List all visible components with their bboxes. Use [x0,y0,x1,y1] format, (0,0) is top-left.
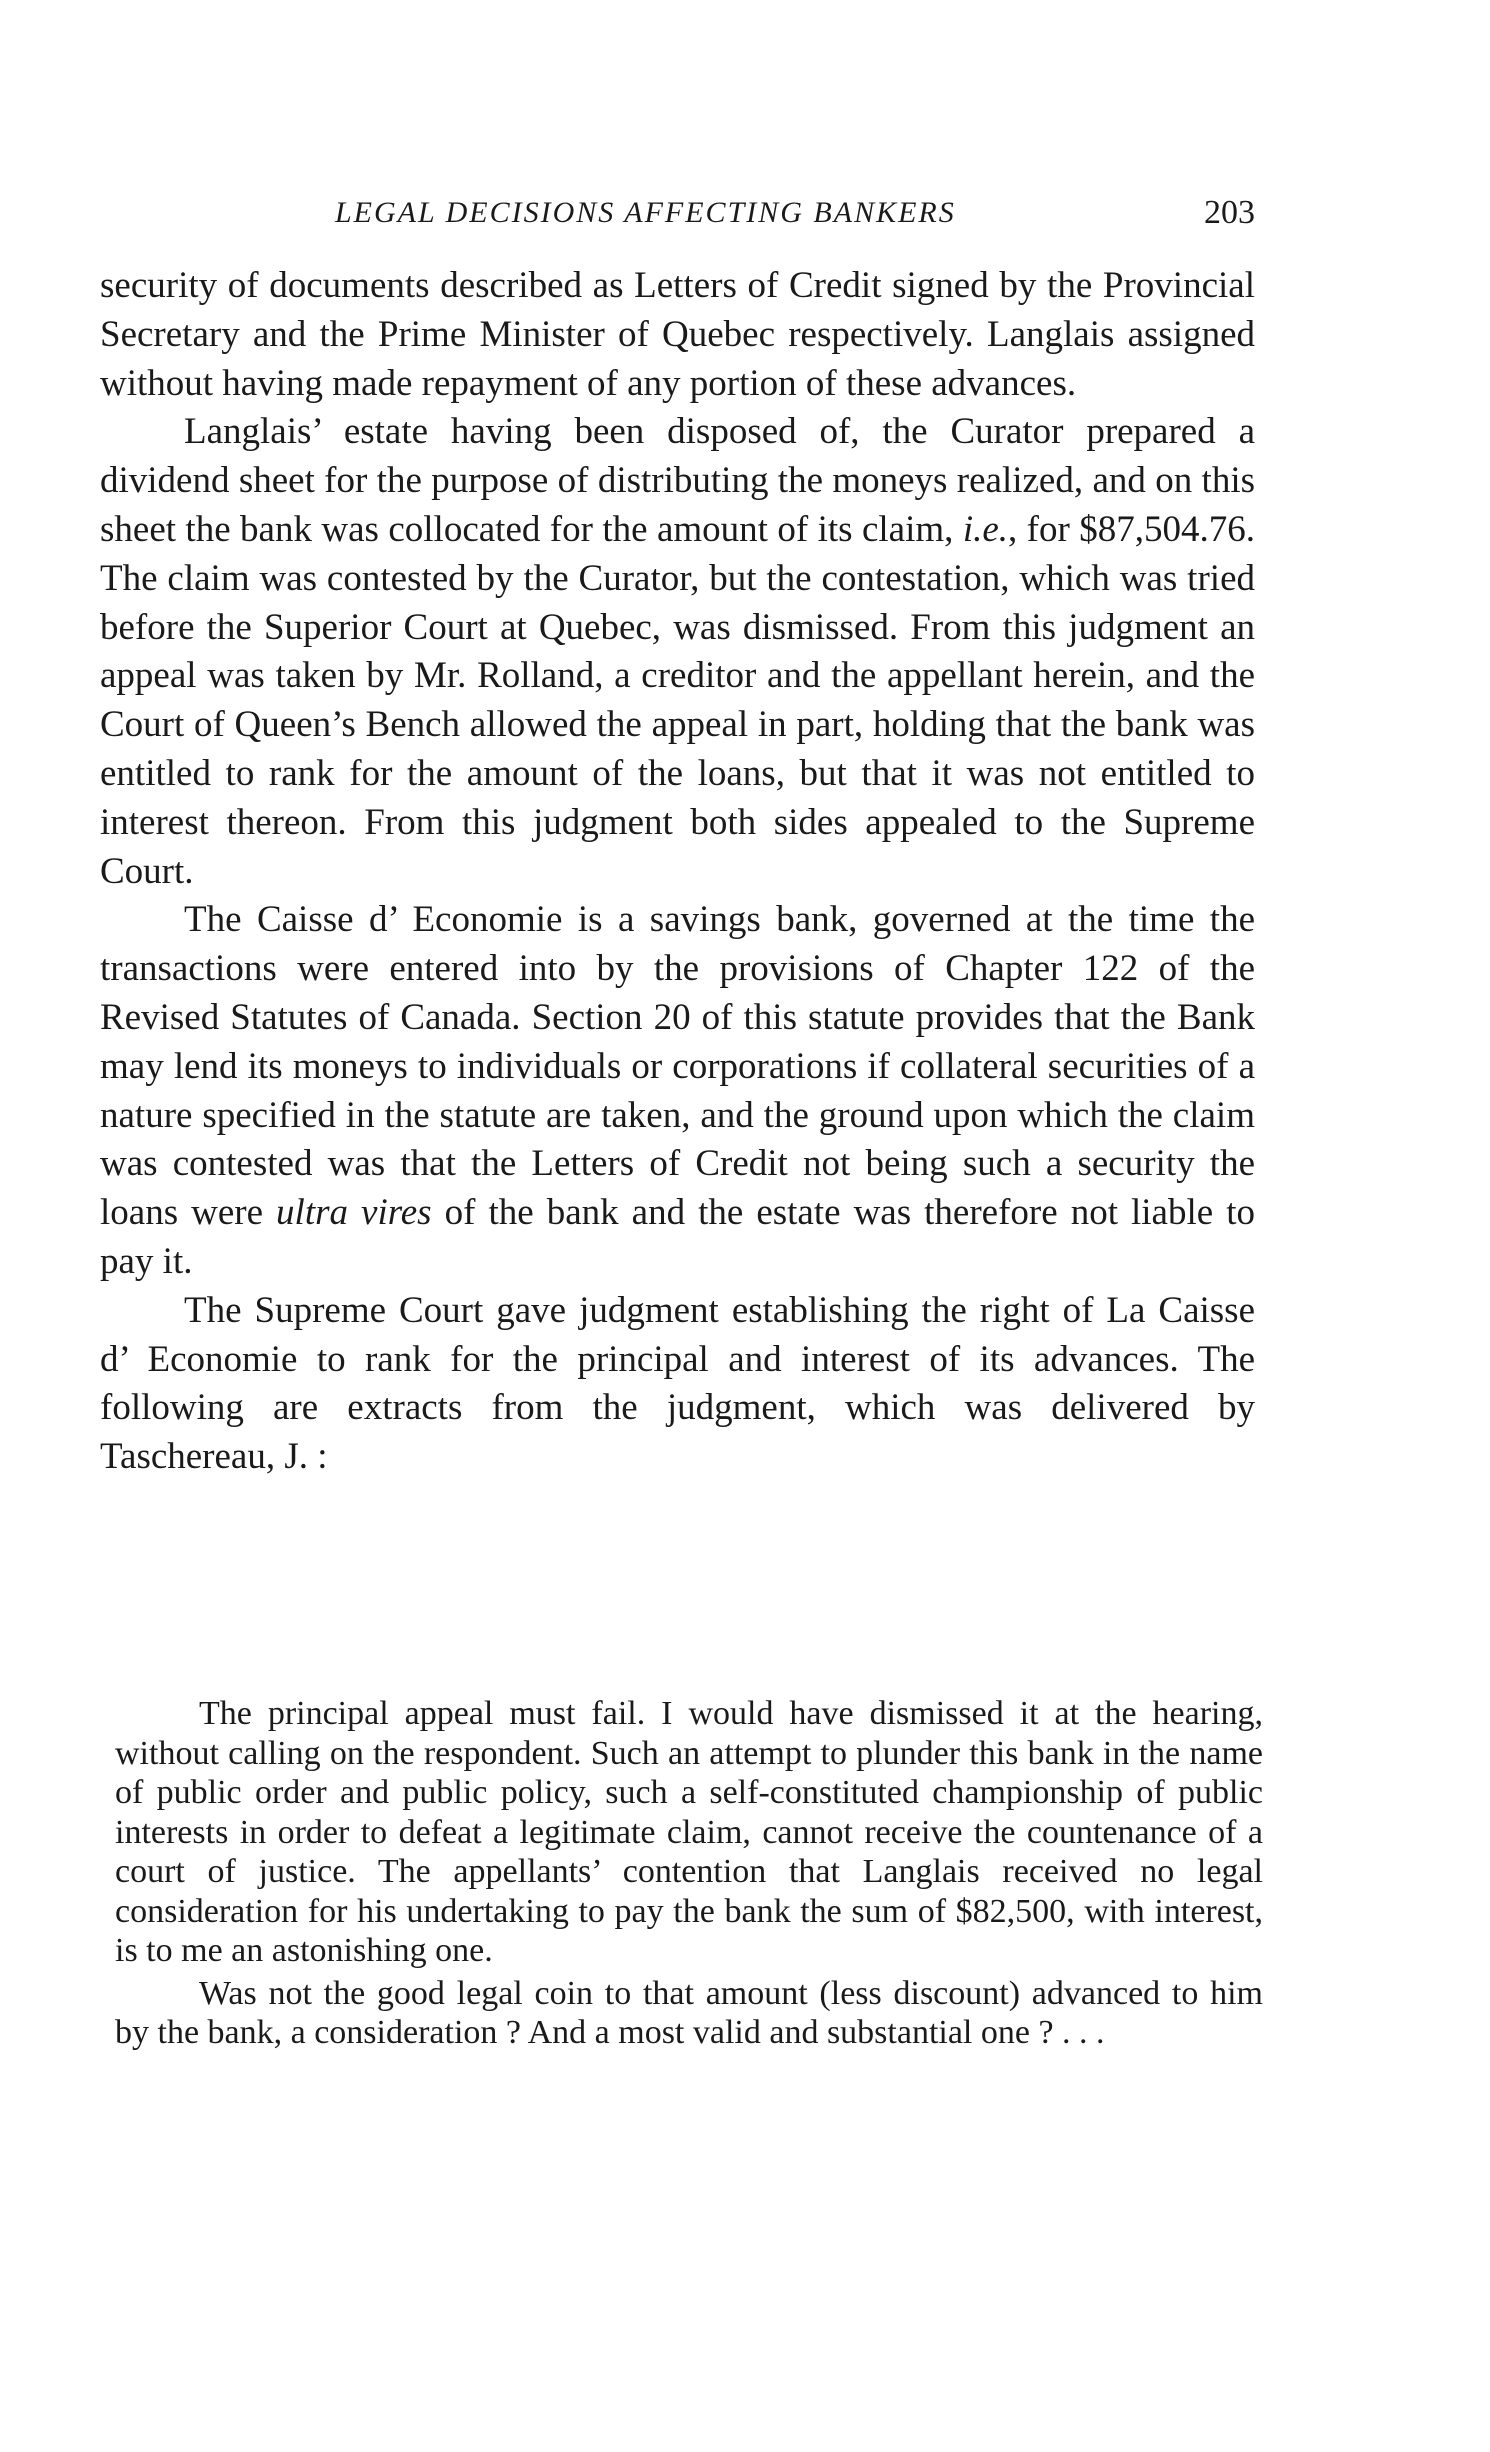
paragraph-2 [100,408,1255,896]
paragraph-2-text-b: , for $87,504.76. The claim was contested by the Curator, but the contestation, which was tried before the Superior Court at Quebec, was dismissed. From this judgment an appeal was taken by Mr. Rolland, a creditor and the appellant herein, and the Court of Queen’s Bench allowed the appeal in part, holding that the bank was entitled to rank for the amount of the loans, but that it was not entitled to interest thereon. From this judgment both sides appealed to the Supreme Court. [100,508,1255,892]
paragraph-4: The Supreme Court gave judgment establishing the right of La Caisse d’ Economie to rank for the principal and interest of its advances. The following are extracts from the judgment, which was delivered by Taschereau, J. : [100,1289,1255,1478]
running-header [100,196,1255,244]
judgment-quote [115,1694,1263,2053]
running-title: LEGAL DECISIONS AFFECTING BANKERS [335,196,956,229]
page-number: 203 [1204,194,1255,231]
body-text [100,262,1255,1482]
paragraph-1: security of documents described as Letters of Credit signed by the Provincial Secretary and the Prime Minister of Quebec respectively. Langlais assigned without having made repayment of any portion of these advances. [100,265,1255,404]
paragraph-3-ultra-vires: ultra vires [276,1192,432,1234]
paragraph-2-ie: i.e. [962,508,1009,550]
paragraph-3 [100,896,1255,1286]
paragraph-3-text-a: The Caisse d’ Economie is a savings bank, governed at the time the transactions were entered into by the provisions of Chapter 122 of the Revised Statutes of Canada. Section 20 of this statute provides that the Bank may lend its moneys to individuals or corporations if collateral securities of a nature specified in the statute are taken, and the ground upon which the claim was contested was that the Letters of Credit not being such a security the loans were [100,899,1255,1234]
paragraph-2-text-a: Langlais’ estate having been disposed of, the Curator prepared a dividend sheet for the purpose of distributing the moneys realized, and on this sheet the bank was collocated for the amount of its claim, [100,411,1255,550]
quote-paragraph-2: Was not the good legal coin to that amount (less discount) advanced to him by the bank, a consideration ? And a most valid and substantial one ? . . . [115,1974,1263,2051]
paragraph-3-text-b: of the bank and the estate was therefore not liable to pay it. [100,1192,1255,1282]
quote-paragraph-1: The principal appeal must fail. I would have dismissed it at the hearing, without calling on the respondent. Such an attempt to plunder this bank in the name of public order and public policy, such a self-constituted championship of public interests in order to defeat a legitimate claim, cannot receive the countenance of a court of justice. The appellants’ contention that Langlais received no legal consideration for his undertaking to pay the bank the sum of $82,500, with interest, is to me an astonishing one. [115,1695,1263,1969]
